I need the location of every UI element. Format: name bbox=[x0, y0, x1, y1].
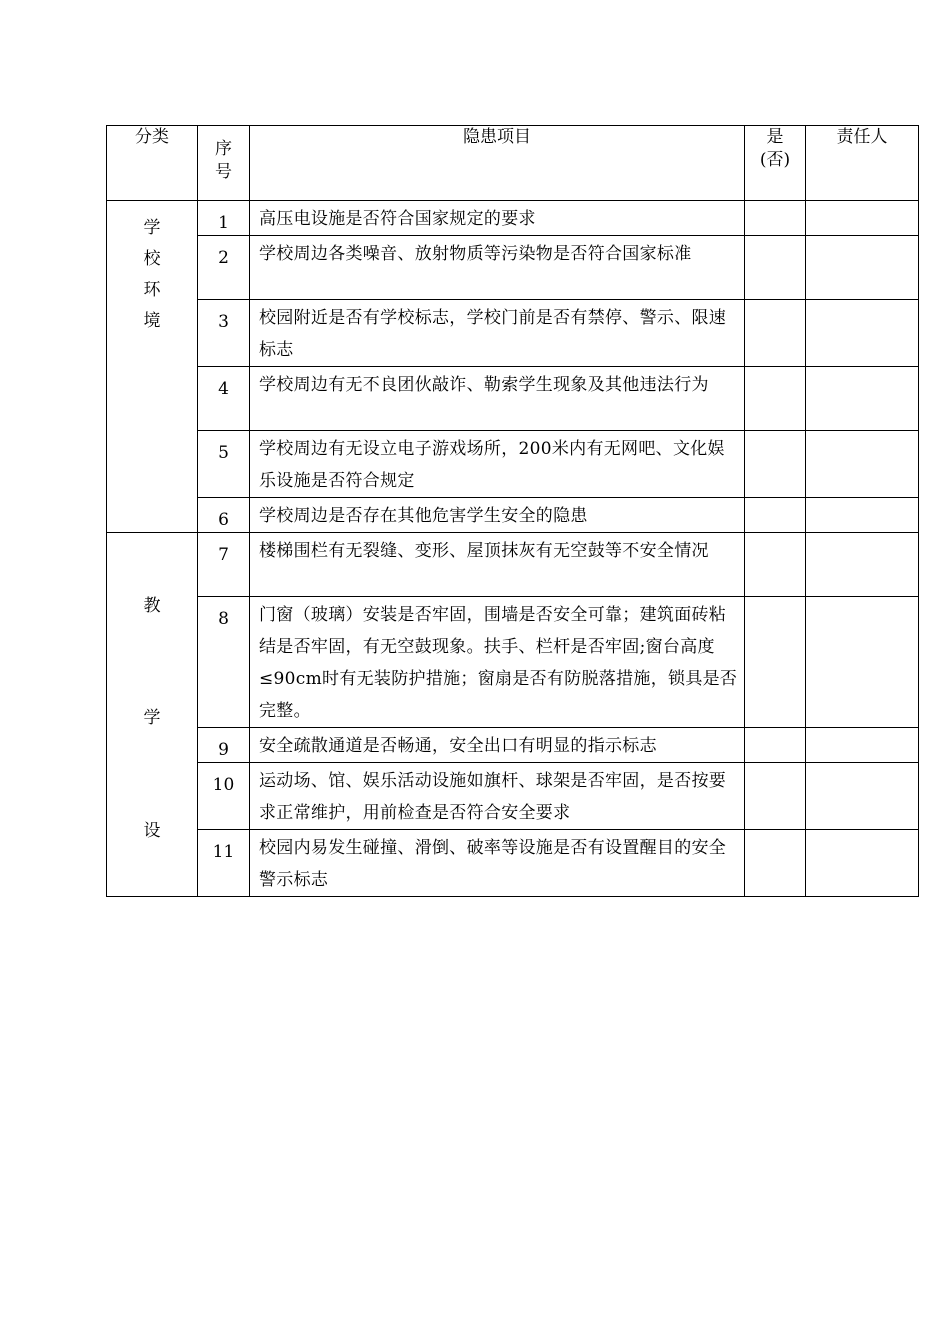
hazard-item: 学校周边是否存在其他危害学生安全的隐患 bbox=[250, 498, 745, 533]
yesno-cell[interactable] bbox=[745, 830, 806, 897]
yesno-cell[interactable] bbox=[745, 533, 806, 597]
header-category: 分类 bbox=[107, 126, 198, 201]
category-teaching-facilities: 教 学 设 bbox=[107, 533, 198, 897]
yesno-cell[interactable] bbox=[745, 431, 806, 498]
responsible-cell[interactable] bbox=[806, 763, 919, 830]
row-number: 8 bbox=[198, 597, 250, 728]
yesno-cell[interactable] bbox=[745, 367, 806, 431]
header-number: 序 号 bbox=[198, 126, 250, 201]
hazard-item: 学校周边各类噪音、放射物质等污染物是否符合国家标准 bbox=[250, 236, 745, 300]
yesno-cell[interactable] bbox=[745, 763, 806, 830]
row-number: 11 bbox=[198, 830, 250, 897]
responsible-cell[interactable] bbox=[806, 498, 919, 533]
row-number: 2 bbox=[198, 236, 250, 300]
hazard-item: 校园附近是否有学校标志，学校门前是否有禁停、警示、限速标志 bbox=[250, 300, 745, 367]
header-item: 隐患项目 bbox=[250, 126, 745, 201]
yesno-cell[interactable] bbox=[745, 498, 806, 533]
hazard-checklist-table bbox=[106, 125, 919, 897]
row-number: 10 bbox=[198, 763, 250, 830]
yesno-cell[interactable] bbox=[745, 236, 806, 300]
row-number: 5 bbox=[198, 431, 250, 498]
hazard-item: 高压电设施是否符合国家规定的要求 bbox=[250, 201, 745, 236]
category-school-environment: 学 校 环 境 bbox=[107, 201, 198, 533]
hazard-item: 运动场、馆、娱乐活动设施如旗杆、球架是否牢固，是否按要求正常维护，用前检查是否符合安全要求 bbox=[250, 763, 745, 830]
row-number: 9 bbox=[198, 728, 250, 763]
header-row bbox=[107, 126, 919, 201]
row-number: 7 bbox=[198, 533, 250, 597]
responsible-cell[interactable] bbox=[806, 236, 919, 300]
table-row bbox=[107, 728, 919, 763]
table-row bbox=[107, 498, 919, 533]
hazard-item: 校园内易发生碰撞、滑倒、破率等设施是否有设置醒目的安全警示标志 bbox=[250, 830, 745, 897]
row-number: 3 bbox=[198, 300, 250, 367]
responsible-cell[interactable] bbox=[806, 533, 919, 597]
header-yesno: 是 (否) bbox=[745, 126, 806, 201]
hazard-item: 门窗（玻璃）安装是否牢固，围墙是否安全可靠；建筑面砖粘结是否牢固，有无空鼓现象。扶手、栏杆是否牢固;窗台高度≤90cm时有无装防护措施；窗扇是否有防脱落措施，锁具是否完整。 bbox=[250, 597, 745, 728]
responsible-cell[interactable] bbox=[806, 728, 919, 763]
table-row bbox=[107, 533, 919, 597]
table-row bbox=[107, 236, 919, 300]
hazard-item: 学校周边有无设立电子游戏场所，200米内有无网吧、文化娱乐设施是否符合规定 bbox=[250, 431, 745, 498]
row-number: 6 bbox=[198, 498, 250, 533]
responsible-cell[interactable] bbox=[806, 300, 919, 367]
header-responsible: 责任人 bbox=[806, 126, 919, 201]
table-row bbox=[107, 300, 919, 367]
responsible-cell[interactable] bbox=[806, 367, 919, 431]
row-number: 1 bbox=[198, 201, 250, 236]
responsible-cell[interactable] bbox=[806, 431, 919, 498]
row-number: 4 bbox=[198, 367, 250, 431]
table-row bbox=[107, 763, 919, 830]
responsible-cell[interactable] bbox=[806, 830, 919, 897]
yesno-cell[interactable] bbox=[745, 597, 806, 728]
table-row bbox=[107, 431, 919, 498]
hazard-item: 学校周边有无不良团伙敲诈、勒索学生现象及其他违法行为 bbox=[250, 367, 745, 431]
yesno-cell[interactable] bbox=[745, 300, 806, 367]
responsible-cell[interactable] bbox=[806, 201, 919, 236]
hazard-item: 楼梯围栏有无裂缝、变形、屋顶抹灰有无空鼓等不安全情况 bbox=[250, 533, 745, 597]
table-row bbox=[107, 367, 919, 431]
yesno-cell[interactable] bbox=[745, 201, 806, 236]
table-row bbox=[107, 597, 919, 728]
hazard-item: 安全疏散通道是否畅通，安全出口有明显的指示标志 bbox=[250, 728, 745, 763]
yesno-cell[interactable] bbox=[745, 728, 806, 763]
table-row bbox=[107, 830, 919, 897]
table-row bbox=[107, 201, 919, 236]
responsible-cell[interactable] bbox=[806, 597, 919, 728]
